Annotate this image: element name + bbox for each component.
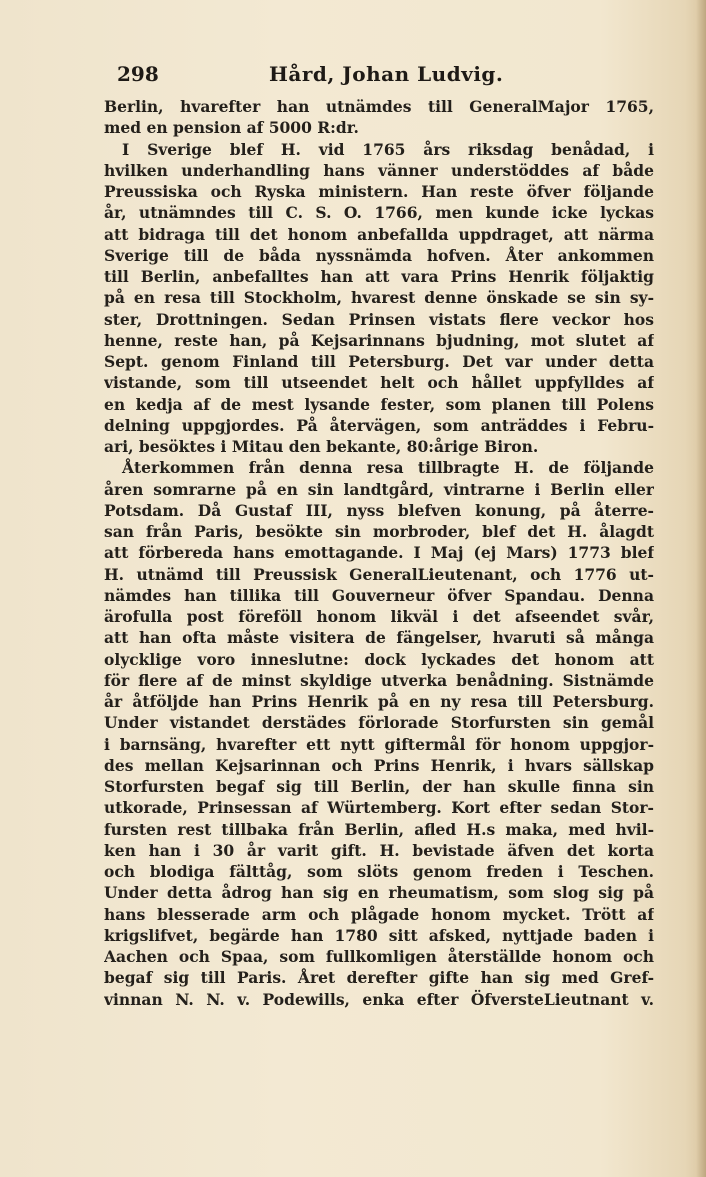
text-line: des mellan Kejsarinnan och Prins Henrik, i hvars sällskap — [104, 755, 654, 775]
text-line: hans blesserade arm och plågade honom mycket. Trött af — [104, 904, 654, 924]
text-line: till Berlin, anbefalltes han att vara Prins Henrik följaktig — [104, 267, 654, 286]
text-line: hvilken underhandling hans vänner understöddes af både — [104, 160, 654, 180]
text-line: henne, reste han, på Kejsarinnans bjudning, mot slutet af — [104, 330, 654, 350]
text-line: och blodiga fälttåg, som slöts genom freden i Teschen. — [104, 862, 654, 881]
text-line: med en pension af 5000 R:dr. — [104, 118, 359, 138]
text-line: Sverige till de båda nyssnämda hofven. Åter ankommen — [104, 245, 654, 265]
text-line: Återkommen från denna resa tillbragte H. de följande — [122, 458, 654, 478]
text-line: Aachen och Spaa, som fullkomligen återställde honom och — [104, 947, 654, 966]
text-line: ärofulla post föreföll honom likväl i det afseendet svår, — [104, 607, 654, 626]
text-line: Sept. genom Finland till Petersburg. Det var under detta — [104, 352, 654, 371]
text-line: delning uppgjordes. På återvägen, som anträddes i Febru- — [104, 415, 654, 435]
text-line: vistande, som till utseendet helt och hållet uppfylldes af — [104, 373, 654, 393]
text-line: att förbereda hans emottagande. I Maj (ej Mars) 1773 blef — [104, 543, 654, 563]
text-line: Storfursten begaf sig till Berlin, der han skulle finna sin — [104, 777, 654, 796]
text-line: ken han i 30 år varit gift. H. bevistade äfven det korta — [104, 840, 654, 860]
text-line: fursten rest tillbaka från Berlin, afled H.s maka, med hvil- — [104, 819, 654, 839]
text-line: Berlin, hvarefter han utnämdes till GeneralMajor 1765, — [104, 97, 654, 116]
text-line: begaf sig till Paris. Året derefter gifte han sig med Gref- — [104, 968, 654, 988]
text-line: för flere af de minst skyldige utverka benådning. Sistnämde — [104, 670, 654, 690]
text-line: Under vistandet derstädes förlorade Storfursten sin gemål — [104, 713, 654, 733]
text-line: utkorade, Prinsessan af Würtemberg. Kort efter sedan Stor- — [104, 798, 654, 818]
text-line: åren somrarne på en sin landtgård, vintrarne i Berlin eller — [104, 479, 654, 499]
text-line: ster, Drottningen. Sedan Prinsen vistats flere veckor hos — [104, 309, 654, 329]
text-line: i barnsäng, hvarefter ett nytt giftermål för honom uppgjor- — [104, 734, 654, 754]
text-line: att han ofta måste visitera de fängelser, hvaruti så många — [104, 628, 654, 648]
text-line: san från Paris, besökte sin morbroder, blef det H. ålagdt — [104, 522, 654, 541]
page-edge-shadow — [696, 0, 706, 1177]
page-number: 298 — [117, 62, 159, 86]
page-header — [117, 62, 657, 94]
running-title: Hård, Johan Ludvig. — [269, 62, 504, 86]
text-line: en kedja af de mest lysande fester, som planen till Polens — [104, 394, 654, 414]
text-line: år, utnämndes till C. S. O. 1766, men kunde icke lyckas — [104, 203, 654, 223]
text-line: krigslifvet, begärde han 1780 sitt afsked, nyttjade baden i — [104, 925, 654, 945]
text-line: olycklige voro inneslutne: dock lyckades det honom att — [104, 649, 654, 669]
text-line: I Sverige blef H. vid 1765 års riksdag benådad, i — [122, 139, 654, 159]
text-line: ari, besöktes i Mitau den bekante, 80:årige Biron. — [104, 437, 539, 456]
text-line: år åtföljde han Prins Henrik på en ny resa till Petersburg. — [104, 692, 654, 711]
text-line: Preussiska och Ryska ministern. Han reste öfver följande — [104, 182, 654, 201]
body-text — [104, 96, 654, 1010]
text-line: nämdes han tillika till Gouverneur öfver Spandau. Denna — [104, 585, 654, 605]
text-line: vinnan N. N. v. Podewills, enka efter ÖfversteLieutnant v. — [104, 989, 654, 1009]
text-line: att bidraga till det honom anbefallda uppdraget, att närma — [104, 224, 654, 244]
text-line: på en resa till Stockholm, hvarest denne önskade se sin sy- — [104, 288, 654, 308]
text-line: Under detta ådrog han sig en rheumatism, som slog sig på — [104, 883, 654, 903]
text-line: Potsdam. Då Gustaf III, nyss blefven konung, på återre- — [104, 500, 654, 520]
text-line: H. utnämd till Preussisk GeneralLieutenant, och 1776 ut- — [104, 564, 654, 584]
